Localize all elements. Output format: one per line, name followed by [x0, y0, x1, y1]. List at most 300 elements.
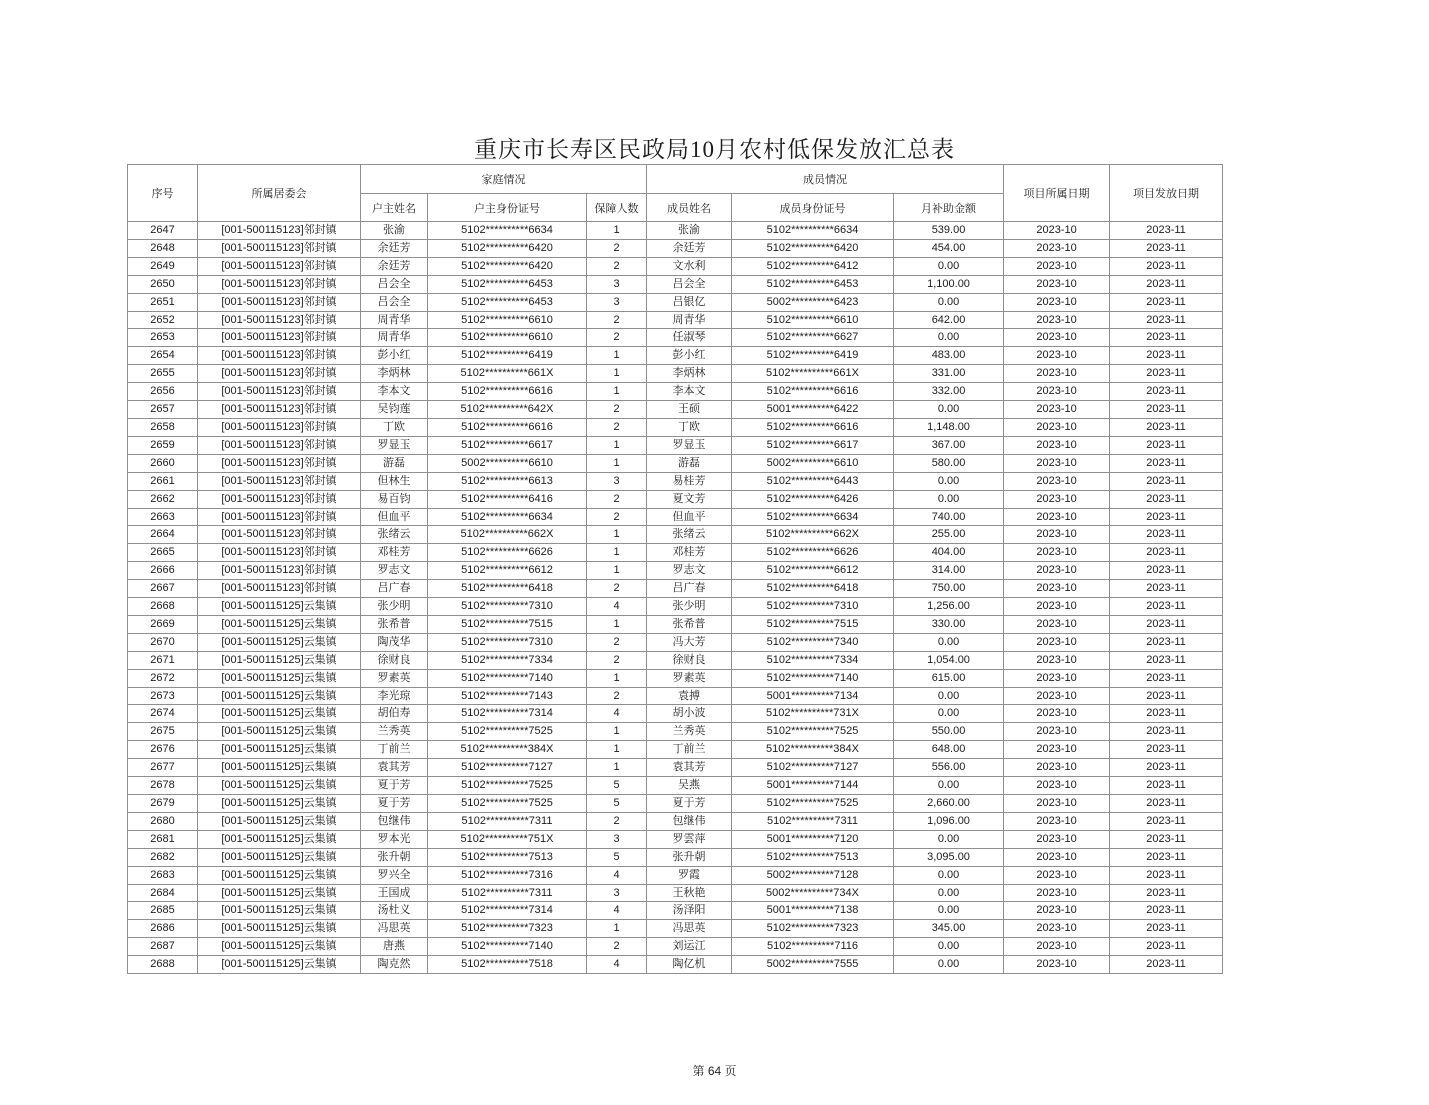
cell-serial-number: 2670: [128, 633, 198, 651]
cell-serial-number: 2677: [128, 759, 198, 777]
table-row: [128, 365, 1223, 383]
cell-committee: [001-500115125]云集镇: [198, 956, 361, 974]
cell-monthly-subsidy: 331.00: [894, 365, 1004, 383]
cell-member-name: 王秋艳: [647, 884, 732, 902]
cell-member-name: 兰秀英: [647, 723, 732, 741]
cell-issue-month: 2023-11: [1110, 795, 1223, 813]
cell-householder-name: 吕会全: [361, 275, 428, 293]
cell-serial-number: 2679: [128, 795, 198, 813]
cell-issue-month: 2023-11: [1110, 723, 1223, 741]
cell-member-name: 吴燕: [647, 777, 732, 795]
cell-householder-name: 唐燕: [361, 938, 428, 956]
cell-serial-number: 2688: [128, 956, 198, 974]
cell-issue-month: 2023-11: [1110, 598, 1223, 616]
cell-serial-number: 2659: [128, 436, 198, 454]
table-row: [128, 669, 1223, 687]
cell-householder-name: 李炳林: [361, 365, 428, 383]
cell-member-name: 汤泽阳: [647, 902, 732, 920]
cell-member-id: 5102**********6443: [732, 472, 894, 490]
cell-serial-number: 2667: [128, 580, 198, 598]
cell-serial-number: 2684: [128, 884, 198, 902]
cell-monthly-subsidy: 454.00: [894, 239, 1004, 257]
cell-issue-month: 2023-11: [1110, 615, 1223, 633]
cell-project-month: 2023-10: [1004, 526, 1110, 544]
table-row: [128, 454, 1223, 472]
cell-householder-name: 余廷芳: [361, 257, 428, 275]
cell-committee: [001-500115125]云集镇: [198, 705, 361, 723]
cell-member-id: 5001**********7120: [732, 830, 894, 848]
cell-project-month: 2023-10: [1004, 436, 1110, 454]
cell-serial-number: 2661: [128, 472, 198, 490]
cell-insured-count: 1: [587, 222, 647, 240]
cell-householder-id: 5102**********7525: [428, 795, 587, 813]
header-insured-count: 保障人数: [587, 194, 647, 222]
cell-member-name: 张绪云: [647, 526, 732, 544]
cell-insured-count: 2: [587, 257, 647, 275]
cell-householder-id: 5102**********7314: [428, 902, 587, 920]
cell-issue-month: 2023-11: [1110, 311, 1223, 329]
cell-insured-count: 3: [587, 275, 647, 293]
cell-insured-count: 2: [587, 418, 647, 436]
cell-project-month: 2023-10: [1004, 777, 1110, 795]
table-row: [128, 651, 1223, 669]
page-number: 第 64 页: [692, 1064, 737, 1078]
cell-householder-id: 5102**********6616: [428, 418, 587, 436]
cell-project-month: 2023-10: [1004, 418, 1110, 436]
cell-member-name: 胡小波: [647, 705, 732, 723]
cell-monthly-subsidy: 255.00: [894, 526, 1004, 544]
cell-householder-name: 罗素英: [361, 669, 428, 687]
cell-member-id: 5102**********6453: [732, 275, 894, 293]
header-family-group: 家庭情况: [361, 165, 647, 194]
cell-insured-count: 5: [587, 777, 647, 795]
cell-member-id: 5102**********7334: [732, 651, 894, 669]
cell-project-month: 2023-10: [1004, 669, 1110, 687]
cell-householder-id: 5102**********7314: [428, 705, 587, 723]
cell-serial-number: 2650: [128, 275, 198, 293]
cell-householder-id: 5102**********6616: [428, 383, 587, 401]
cell-issue-month: 2023-11: [1110, 418, 1223, 436]
table-row: [128, 562, 1223, 580]
cell-issue-month: 2023-11: [1110, 866, 1223, 884]
cell-householder-id: 5102**********6420: [428, 239, 587, 257]
cell-member-id: 5102**********6627: [732, 329, 894, 347]
cell-insured-count: 1: [587, 615, 647, 633]
cell-monthly-subsidy: 0.00: [894, 956, 1004, 974]
cell-serial-number: 2671: [128, 651, 198, 669]
cell-householder-id: 5102**********642X: [428, 401, 587, 419]
cell-householder-name: 夏于芳: [361, 795, 428, 813]
cell-monthly-subsidy: 642.00: [894, 311, 1004, 329]
cell-householder-name: 吕广春: [361, 580, 428, 598]
cell-monthly-subsidy: 0.00: [894, 472, 1004, 490]
cell-householder-name: 李光琼: [361, 687, 428, 705]
cell-monthly-subsidy: 0.00: [894, 866, 1004, 884]
cell-serial-number: 2672: [128, 669, 198, 687]
cell-householder-name: 邓桂芳: [361, 544, 428, 562]
cell-insured-count: 2: [587, 938, 647, 956]
table-row: [128, 866, 1223, 884]
cell-insured-count: 2: [587, 239, 647, 257]
cell-project-month: 2023-10: [1004, 884, 1110, 902]
cell-insured-count: 2: [587, 490, 647, 508]
cell-committee: [001-500115125]云集镇: [198, 759, 361, 777]
cell-householder-name: 袁其芳: [361, 759, 428, 777]
cell-issue-month: 2023-11: [1110, 830, 1223, 848]
cell-householder-name: 丁前兰: [361, 741, 428, 759]
cell-insured-count: 5: [587, 795, 647, 813]
header-serial-number: 序号: [128, 165, 198, 222]
cell-member-name: 易桂芳: [647, 472, 732, 490]
cell-monthly-subsidy: 1,096.00: [894, 812, 1004, 830]
cell-issue-month: 2023-11: [1110, 490, 1223, 508]
cell-member-name: 文水利: [647, 257, 732, 275]
cell-member-name: 李炳林: [647, 365, 732, 383]
cell-householder-id: 5102**********6610: [428, 311, 587, 329]
cell-householder-id: 5102**********7140: [428, 669, 587, 687]
cell-monthly-subsidy: 0.00: [894, 830, 1004, 848]
cell-householder-name: 包继伟: [361, 812, 428, 830]
cell-member-id: 5001**********6422: [732, 401, 894, 419]
table-row: [128, 401, 1223, 419]
cell-serial-number: 2647: [128, 222, 198, 240]
cell-committee: [001-500115123]邻封镇: [198, 239, 361, 257]
table-row: [128, 418, 1223, 436]
cell-insured-count: 4: [587, 902, 647, 920]
cell-issue-month: 2023-11: [1110, 508, 1223, 526]
cell-monthly-subsidy: 483.00: [894, 347, 1004, 365]
cell-serial-number: 2678: [128, 777, 198, 795]
cell-monthly-subsidy: 1,054.00: [894, 651, 1004, 669]
cell-serial-number: 2682: [128, 848, 198, 866]
cell-issue-month: 2023-11: [1110, 526, 1223, 544]
cell-insured-count: 1: [587, 454, 647, 472]
cell-member-id: 5102**********6612: [732, 562, 894, 580]
cell-project-month: 2023-10: [1004, 651, 1110, 669]
cell-member-id: 5102**********6616: [732, 418, 894, 436]
cell-issue-month: 2023-11: [1110, 812, 1223, 830]
cell-serial-number: 2666: [128, 562, 198, 580]
cell-householder-id: 5102**********6634: [428, 222, 587, 240]
cell-member-id: 5102**********6616: [732, 383, 894, 401]
cell-insured-count: 2: [587, 508, 647, 526]
cell-serial-number: 2660: [128, 454, 198, 472]
cell-committee: [001-500115123]邻封镇: [198, 544, 361, 562]
cell-householder-id: 5102**********6416: [428, 490, 587, 508]
cell-committee: [001-500115123]邻封镇: [198, 293, 361, 311]
cell-issue-month: 2023-11: [1110, 902, 1223, 920]
cell-member-id: 5002**********7128: [732, 866, 894, 884]
cell-committee: [001-500115125]云集镇: [198, 687, 361, 705]
table-row: [128, 508, 1223, 526]
cell-member-id: 5102**********7116: [732, 938, 894, 956]
cell-insured-count: 1: [587, 436, 647, 454]
cell-committee: [001-500115123]邻封镇: [198, 275, 361, 293]
cell-householder-name: 游磊: [361, 454, 428, 472]
cell-householder-id: 5102**********7515: [428, 615, 587, 633]
cell-project-month: 2023-10: [1004, 956, 1110, 974]
table-row: [128, 956, 1223, 974]
cell-householder-id: 5102**********662X: [428, 526, 587, 544]
cell-householder-id: 5102**********6613: [428, 472, 587, 490]
cell-monthly-subsidy: 0.00: [894, 401, 1004, 419]
cell-member-id: 5001**********7144: [732, 777, 894, 795]
cell-project-month: 2023-10: [1004, 848, 1110, 866]
table-row: [128, 293, 1223, 311]
cell-serial-number: 2657: [128, 401, 198, 419]
cell-monthly-subsidy: 314.00: [894, 562, 1004, 580]
cell-householder-name: 吴钧莲: [361, 401, 428, 419]
cell-householder-id: 5102**********661X: [428, 365, 587, 383]
cell-project-month: 2023-10: [1004, 257, 1110, 275]
cell-issue-month: 2023-11: [1110, 562, 1223, 580]
table-row: [128, 598, 1223, 616]
cell-householder-id: 5102**********7525: [428, 723, 587, 741]
cell-issue-month: 2023-11: [1110, 275, 1223, 293]
header-householder-name: 户主姓名: [361, 194, 428, 222]
cell-issue-month: 2023-11: [1110, 401, 1223, 419]
cell-householder-name: 罗志文: [361, 562, 428, 580]
cell-insured-count: 3: [587, 472, 647, 490]
cell-monthly-subsidy: 615.00: [894, 669, 1004, 687]
cell-monthly-subsidy: 0.00: [894, 902, 1004, 920]
cell-member-id: 5102**********7525: [732, 723, 894, 741]
cell-serial-number: 2676: [128, 741, 198, 759]
cell-committee: [001-500115123]邻封镇: [198, 222, 361, 240]
cell-serial-number: 2675: [128, 723, 198, 741]
cell-householder-id: 5102**********7513: [428, 848, 587, 866]
cell-householder-name: 陶克然: [361, 956, 428, 974]
header-member-id: 成员身份证号: [732, 194, 894, 222]
cell-issue-month: 2023-11: [1110, 383, 1223, 401]
cell-member-name: 丁欧: [647, 418, 732, 436]
table-row: [128, 239, 1223, 257]
cell-member-name: 张少明: [647, 598, 732, 616]
cell-householder-name: 汤杜义: [361, 902, 428, 920]
cell-householder-id: 5102**********6610: [428, 329, 587, 347]
cell-monthly-subsidy: 1,256.00: [894, 598, 1004, 616]
cell-insured-count: 2: [587, 329, 647, 347]
cell-member-name: 罗霞: [647, 866, 732, 884]
cell-committee: [001-500115123]邻封镇: [198, 311, 361, 329]
cell-member-name: 罗素英: [647, 669, 732, 687]
cell-committee: [001-500115123]邻封镇: [198, 490, 361, 508]
cell-householder-id: 5102**********751X: [428, 830, 587, 848]
table-body: [128, 222, 1223, 974]
cell-member-id: 5102**********6418: [732, 580, 894, 598]
cell-issue-month: 2023-11: [1110, 347, 1223, 365]
cell-monthly-subsidy: 1,100.00: [894, 275, 1004, 293]
cell-householder-id: 5102**********7518: [428, 956, 587, 974]
cell-householder-name: 周青华: [361, 311, 428, 329]
cell-householder-id: 5102**********7140: [428, 938, 587, 956]
cell-monthly-subsidy: 404.00: [894, 544, 1004, 562]
cell-project-month: 2023-10: [1004, 311, 1110, 329]
cell-householder-id: 5102**********7323: [428, 920, 587, 938]
cell-householder-name: 张少明: [361, 598, 428, 616]
cell-committee: [001-500115125]云集镇: [198, 615, 361, 633]
cell-householder-id: 5102**********6453: [428, 275, 587, 293]
cell-serial-number: 2669: [128, 615, 198, 633]
cell-member-id: 5102**********6626: [732, 544, 894, 562]
cell-committee: [001-500115125]云集镇: [198, 598, 361, 616]
cell-member-id: 5102**********384X: [732, 741, 894, 759]
cell-householder-name: 彭小红: [361, 347, 428, 365]
cell-member-name: 罗显玉: [647, 436, 732, 454]
cell-householder-name: 夏于芳: [361, 777, 428, 795]
table-row: [128, 615, 1223, 633]
cell-member-id: 5102**********6617: [732, 436, 894, 454]
cell-project-month: 2023-10: [1004, 562, 1110, 580]
cell-serial-number: 2662: [128, 490, 198, 508]
cell-committee: [001-500115125]云集镇: [198, 902, 361, 920]
cell-issue-month: 2023-11: [1110, 848, 1223, 866]
cell-insured-count: 5: [587, 848, 647, 866]
cell-committee: [001-500115123]邻封镇: [198, 508, 361, 526]
cell-committee: [001-500115125]云集镇: [198, 830, 361, 848]
page-title: 重庆市长寿区民政局10月农村低保发放汇总表: [474, 137, 955, 162]
cell-serial-number: 2685: [128, 902, 198, 920]
cell-committee: [001-500115125]云集镇: [198, 920, 361, 938]
cell-householder-id: 5102**********6419: [428, 347, 587, 365]
cell-householder-name: 张希普: [361, 615, 428, 633]
cell-member-name: 吕会全: [647, 275, 732, 293]
cell-member-id: 5102**********7311: [732, 812, 894, 830]
cell-issue-month: 2023-11: [1110, 222, 1223, 240]
cell-member-id: 5102**********7140: [732, 669, 894, 687]
cell-project-month: 2023-10: [1004, 293, 1110, 311]
cell-monthly-subsidy: 1,148.00: [894, 418, 1004, 436]
table-row: [128, 472, 1223, 490]
cell-committee: [001-500115125]云集镇: [198, 723, 361, 741]
cell-householder-name: 丁欧: [361, 418, 428, 436]
cell-member-id: 5102**********6426: [732, 490, 894, 508]
cell-member-id: 5102**********661X: [732, 365, 894, 383]
cell-serial-number: 2649: [128, 257, 198, 275]
cell-project-month: 2023-10: [1004, 741, 1110, 759]
cell-serial-number: 2656: [128, 383, 198, 401]
cell-member-id: 5002**********6610: [732, 454, 894, 472]
cell-issue-month: 2023-11: [1110, 705, 1223, 723]
cell-member-name: 李本文: [647, 383, 732, 401]
table-row: [128, 526, 1223, 544]
cell-issue-month: 2023-11: [1110, 759, 1223, 777]
cell-issue-month: 2023-11: [1110, 239, 1223, 257]
cell-member-name: 任淑琴: [647, 329, 732, 347]
cell-committee: [001-500115123]邻封镇: [198, 365, 361, 383]
cell-committee: [001-500115123]邻封镇: [198, 383, 361, 401]
cell-member-id: 5102**********731X: [732, 705, 894, 723]
cell-householder-id: 5102**********7127: [428, 759, 587, 777]
cell-member-id: 5102**********7340: [732, 633, 894, 651]
cell-insured-count: 2: [587, 311, 647, 329]
table-row: [128, 830, 1223, 848]
cell-householder-id: 5102**********7525: [428, 777, 587, 795]
header-issue-month: 项目发放日期: [1110, 165, 1223, 222]
cell-monthly-subsidy: 2,660.00: [894, 795, 1004, 813]
cell-committee: [001-500115123]邻封镇: [198, 562, 361, 580]
cell-householder-name: 张绪云: [361, 526, 428, 544]
table-row: [128, 884, 1223, 902]
cell-householder-id: 5102**********6420: [428, 257, 587, 275]
cell-householder-name: 陶茂华: [361, 633, 428, 651]
cell-member-name: 包继伟: [647, 812, 732, 830]
cell-monthly-subsidy: 0.00: [894, 777, 1004, 795]
cell-serial-number: 2665: [128, 544, 198, 562]
cell-serial-number: 2687: [128, 938, 198, 956]
cell-project-month: 2023-10: [1004, 239, 1110, 257]
cell-householder-name: 兰秀英: [361, 723, 428, 741]
cell-issue-month: 2023-11: [1110, 741, 1223, 759]
cell-member-name: 彭小红: [647, 347, 732, 365]
cell-project-month: 2023-10: [1004, 580, 1110, 598]
cell-serial-number: 2683: [128, 866, 198, 884]
table-row: [128, 311, 1223, 329]
cell-project-month: 2023-10: [1004, 705, 1110, 723]
cell-member-id: 5001**********7134: [732, 687, 894, 705]
cell-project-month: 2023-10: [1004, 329, 1110, 347]
table-row: [128, 723, 1223, 741]
cell-project-month: 2023-10: [1004, 812, 1110, 830]
cell-member-id: 5102**********6412: [732, 257, 894, 275]
cell-issue-month: 2023-11: [1110, 436, 1223, 454]
cell-project-month: 2023-10: [1004, 508, 1110, 526]
cell-committee: [001-500115123]邻封镇: [198, 454, 361, 472]
cell-member-id: 5102**********6420: [732, 239, 894, 257]
cell-householder-id: 5102**********7143: [428, 687, 587, 705]
cell-insured-count: 2: [587, 687, 647, 705]
cell-householder-name: 余廷芳: [361, 239, 428, 257]
header-householder-id: 户主身份证号: [428, 194, 587, 222]
cell-householder-name: 罗显玉: [361, 436, 428, 454]
cell-project-month: 2023-10: [1004, 687, 1110, 705]
cell-issue-month: 2023-11: [1110, 920, 1223, 938]
cell-project-month: 2023-10: [1004, 938, 1110, 956]
cell-monthly-subsidy: 550.00: [894, 723, 1004, 741]
cell-monthly-subsidy: 367.00: [894, 436, 1004, 454]
cell-project-month: 2023-10: [1004, 222, 1110, 240]
cell-committee: [001-500115123]邻封镇: [198, 418, 361, 436]
cell-insured-count: 2: [587, 651, 647, 669]
header-monthly-subsidy: 月补助金额: [894, 194, 1004, 222]
cell-householder-id: 5102**********6612: [428, 562, 587, 580]
cell-monthly-subsidy: 332.00: [894, 383, 1004, 401]
cell-insured-count: 2: [587, 812, 647, 830]
cell-member-id: 5102**********7525: [732, 795, 894, 813]
cell-householder-id: 5102**********7311: [428, 812, 587, 830]
cell-project-month: 2023-10: [1004, 383, 1110, 401]
cell-member-id: 5102**********7127: [732, 759, 894, 777]
table-row: [128, 347, 1223, 365]
cell-member-id: 5002**********734X: [732, 884, 894, 902]
cell-member-id: 5002**********7555: [732, 956, 894, 974]
cell-member-id: 5102**********6634: [732, 222, 894, 240]
cell-member-name: 周青华: [647, 311, 732, 329]
table-row: [128, 490, 1223, 508]
cell-issue-month: 2023-11: [1110, 633, 1223, 651]
cell-committee: [001-500115125]云集镇: [198, 812, 361, 830]
cell-insured-count: 2: [587, 633, 647, 651]
cell-member-name: 夏文芳: [647, 490, 732, 508]
table-row: [128, 687, 1223, 705]
cell-member-id: 5102**********6419: [732, 347, 894, 365]
cell-committee: [001-500115123]邻封镇: [198, 580, 361, 598]
cell-householder-name: 罗本光: [361, 830, 428, 848]
cell-householder-name: 王国成: [361, 884, 428, 902]
cell-project-month: 2023-10: [1004, 920, 1110, 938]
cell-householder-name: 吕会全: [361, 293, 428, 311]
table-row: [128, 920, 1223, 938]
